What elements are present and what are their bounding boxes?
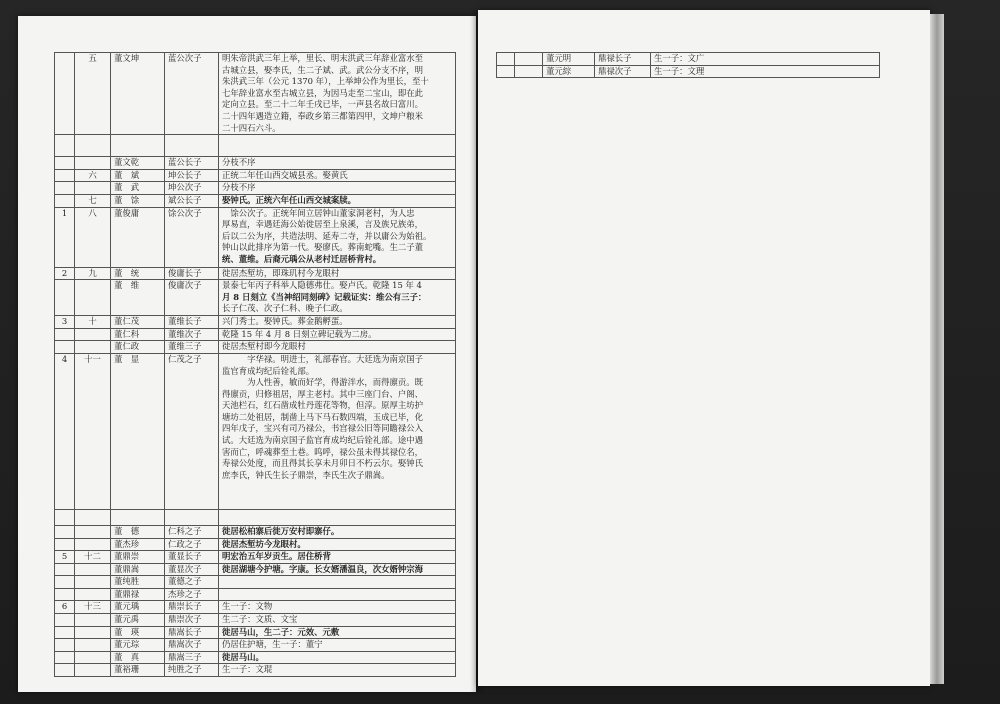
relation-cell: 董显次子 bbox=[165, 563, 219, 576]
note-line: 分枝不序 bbox=[222, 157, 256, 168]
table-row bbox=[55, 135, 456, 157]
note-line: 二十四年遇造立籍，奉政乡第三都第四甲，文坤户粮米 bbox=[222, 110, 423, 121]
notes-cell bbox=[219, 664, 456, 677]
left-page bbox=[18, 16, 476, 692]
generation-number-cell: 十二 bbox=[75, 551, 111, 564]
note-line: 庶李氏，钟氏生长子鼎崇，李氏生次子鼎嵩。 bbox=[222, 469, 390, 480]
genealogy-table-right bbox=[496, 52, 880, 78]
note-line: 二十四石六斗。 bbox=[222, 122, 281, 133]
generation-index-cell bbox=[55, 182, 75, 195]
relation-cell bbox=[165, 509, 219, 525]
relation-cell: 俊庸长子 bbox=[165, 267, 219, 280]
generation-index-cell bbox=[55, 538, 75, 551]
generation-number-cell bbox=[75, 614, 111, 627]
note-line: 徙居杰堑坊今龙眼村。 bbox=[222, 538, 306, 549]
note-line: 徙居杰堑坊，即珠玑村今龙眼村 bbox=[222, 267, 340, 278]
notes-cell bbox=[219, 267, 456, 280]
table-row bbox=[55, 664, 456, 677]
generation-index-cell bbox=[55, 157, 75, 170]
person-name-cell: 董元瑀 bbox=[111, 601, 165, 614]
notes-cell bbox=[219, 353, 456, 509]
right-page bbox=[478, 10, 930, 686]
note-line: 厚易直，幸遇廷海公始徙居至上泉溪，言及族兄族弟， bbox=[222, 219, 423, 230]
table-row bbox=[55, 601, 456, 614]
generation-number-cell bbox=[75, 576, 111, 589]
notes-cell bbox=[651, 53, 880, 66]
notes-cell bbox=[219, 53, 456, 135]
table-row bbox=[55, 509, 456, 525]
note-line: 七年辞业富水至古城立县，为因马走至二宝山，即在此 bbox=[222, 87, 423, 98]
generation-number-cell bbox=[75, 538, 111, 551]
relation-cell bbox=[165, 135, 219, 157]
note-line: 定向立县。至二十二年壬戌已毕，一声县名故曰富川。 bbox=[222, 99, 423, 110]
note-line: 徙居马山，生二子：元效、元敷 bbox=[222, 626, 340, 637]
note-line: 仍居住护塘，生一子：董宁 bbox=[222, 639, 323, 650]
generation-number-cell bbox=[75, 563, 111, 576]
table-row bbox=[55, 169, 456, 182]
person-name-cell: 董元禹 bbox=[111, 614, 165, 627]
generation-index-cell bbox=[55, 639, 75, 652]
person-name-cell: 董俊庸 bbox=[111, 207, 165, 267]
person-name-cell: 董元綜 bbox=[543, 65, 595, 78]
table-row bbox=[497, 65, 880, 78]
notes-cell bbox=[219, 538, 456, 551]
generation-index-cell: 3 bbox=[55, 316, 75, 329]
notes-cell bbox=[219, 135, 456, 157]
relation-cell: 仁科之子 bbox=[165, 525, 219, 538]
notes-cell bbox=[219, 601, 456, 614]
table-row bbox=[55, 588, 456, 601]
generation-index-cell bbox=[55, 614, 75, 627]
person-name-cell: 董 武 bbox=[111, 182, 165, 195]
notes-cell bbox=[219, 614, 456, 627]
person-name-cell: 董仁政 bbox=[111, 341, 165, 354]
notes-cell bbox=[219, 563, 456, 576]
person-name-cell: 董鼎崇 bbox=[111, 551, 165, 564]
person-name-cell: 董元琮 bbox=[111, 639, 165, 652]
generation-index-cell: 4 bbox=[55, 353, 75, 509]
notes-cell bbox=[219, 588, 456, 601]
person-name-cell: 董 显 bbox=[111, 353, 165, 509]
notes-cell bbox=[219, 341, 456, 354]
note-line: 塘坊二处祖居，制凿上马下马石数四端，玉成已毕，化 bbox=[222, 411, 423, 422]
table-row bbox=[55, 316, 456, 329]
note-line: 钟山以此排序为第一代。娶廖氏。葬南蛇嘴。生二子董 bbox=[222, 242, 423, 253]
relation-cell: 坤公次子 bbox=[165, 182, 219, 195]
note-line: 徙居杰堑村即今龙眼村 bbox=[222, 341, 306, 352]
notes-cell bbox=[219, 639, 456, 652]
note-line: 明朱帝洪武三年上举，里长、明末洪武三年辞业富水至 bbox=[222, 53, 423, 63]
generation-number-cell bbox=[75, 157, 111, 170]
generation-number-cell bbox=[515, 65, 543, 78]
note-line: 监官育成均纪后铨礼部。 bbox=[222, 365, 315, 376]
notes-cell bbox=[219, 169, 456, 182]
generation-index-cell bbox=[55, 563, 75, 576]
relation-cell: 鼎禄次子 bbox=[595, 65, 651, 78]
relation-cell: 董维次子 bbox=[165, 328, 219, 341]
note-line: 生一子：文广 bbox=[654, 53, 705, 63]
table-row bbox=[55, 614, 456, 627]
person-name-cell: 董元明 bbox=[543, 53, 595, 66]
page-stack-edge bbox=[930, 14, 944, 684]
note-line: 生一子：文物 bbox=[222, 601, 273, 612]
relation-cell: 鼎崇次子 bbox=[165, 614, 219, 627]
relation-cell: 蓝公长子 bbox=[165, 157, 219, 170]
generation-number-cell: 五 bbox=[75, 53, 111, 135]
generation-index-cell bbox=[55, 664, 75, 677]
table-row bbox=[55, 157, 456, 170]
relation-cell: 董德之子 bbox=[165, 576, 219, 589]
note-line: 乾隆 15 年 4 月 8 日刻立碑记载为二房。 bbox=[222, 328, 377, 339]
relation-cell: 鼎禄长子 bbox=[595, 53, 651, 66]
generation-number-cell bbox=[75, 639, 111, 652]
table-row bbox=[55, 626, 456, 639]
generation-index-cell bbox=[55, 588, 75, 601]
generation-number-cell bbox=[75, 328, 111, 341]
note-line: 为人性善，敏而好学，得游泮水，而得廪贡。既 bbox=[222, 377, 423, 388]
notes-cell bbox=[219, 316, 456, 329]
note-line: 寿禄公处度，而且得其长享未月卯日不朽云尔。娶钟氏 bbox=[222, 458, 423, 469]
note-line: 分枝不序 bbox=[222, 182, 256, 193]
generation-number-cell bbox=[75, 651, 111, 664]
table-row bbox=[55, 328, 456, 341]
relation-cell: 斌公长子 bbox=[165, 194, 219, 207]
table-row bbox=[55, 53, 456, 135]
person-name-cell: 董 斌 bbox=[111, 169, 165, 182]
table-row bbox=[55, 353, 456, 509]
note-line: 四年戊子，宝兴有司乃禄公，书宫禄公旧等同瞻禄公入 bbox=[222, 423, 423, 434]
generation-number-cell bbox=[75, 182, 111, 195]
note-line: 生一子：文理 bbox=[654, 65, 705, 76]
person-name-cell: 董 馀 bbox=[111, 194, 165, 207]
generation-number-cell bbox=[515, 53, 543, 66]
relation-cell: 鼎嵩长子 bbox=[165, 626, 219, 639]
generation-number-cell: 六 bbox=[75, 169, 111, 182]
relation-cell: 蓝公次子 bbox=[165, 53, 219, 135]
note-line: 娶钟氏。正统六年任山西交城案牍。 bbox=[222, 194, 356, 205]
notes-cell bbox=[219, 525, 456, 538]
relation-cell: 仁政之子 bbox=[165, 538, 219, 551]
generation-number-cell: 八 bbox=[75, 207, 111, 267]
generation-number-cell bbox=[75, 588, 111, 601]
table-row bbox=[55, 651, 456, 664]
notes-cell bbox=[219, 328, 456, 341]
notes-cell bbox=[219, 157, 456, 170]
note-line: 天池栏石，红石凿成牡丹莲花等物，但淳。原厚主坊护 bbox=[222, 400, 423, 411]
generation-index-cell bbox=[55, 328, 75, 341]
generation-number-cell bbox=[75, 626, 111, 639]
relation-cell: 鼎嵩三子 bbox=[165, 651, 219, 664]
notes-cell bbox=[219, 182, 456, 195]
person-name-cell: 董杰珍 bbox=[111, 538, 165, 551]
note-line: 正统二年任山西交城县丞。娶黄氏 bbox=[222, 169, 348, 180]
person-name-cell bbox=[111, 509, 165, 525]
person-name-cell: 董文坤 bbox=[111, 53, 165, 135]
table-row bbox=[55, 563, 456, 576]
table-row bbox=[55, 576, 456, 589]
person-name-cell: 董 德 bbox=[111, 525, 165, 538]
person-name-cell: 董鼎禄 bbox=[111, 588, 165, 601]
genealogy-table-left bbox=[54, 52, 456, 677]
generation-number-cell: 九 bbox=[75, 267, 111, 280]
note-line: 月 8 日刻立《当神绍同刻碑》记载证实：维公有三子： bbox=[222, 291, 427, 302]
generation-number-cell bbox=[75, 280, 111, 316]
note-line: 长子仁茂、次子仁科、晚子仁政。 bbox=[222, 303, 348, 314]
generation-number-cell: 十三 bbox=[75, 601, 111, 614]
relation-cell: 董显长子 bbox=[165, 551, 219, 564]
generation-index-cell bbox=[55, 509, 75, 525]
generation-index-cell bbox=[55, 53, 75, 135]
note-line: 兴门秀士。娶钟氏。葬金鹅孵蛋。 bbox=[222, 316, 348, 327]
generation-index-cell bbox=[55, 341, 75, 354]
generation-index-cell bbox=[497, 53, 515, 66]
note-line: 徙居松柏寨后徙万安村即寨仔。 bbox=[222, 525, 340, 536]
relation-cell: 馀公次子 bbox=[165, 207, 219, 267]
notes-cell bbox=[651, 65, 880, 78]
generation-index-cell: 2 bbox=[55, 267, 75, 280]
generation-index-cell: 5 bbox=[55, 551, 75, 564]
table-row bbox=[55, 551, 456, 564]
relation-cell: 鼎嵩次子 bbox=[165, 639, 219, 652]
generation-number-cell bbox=[75, 135, 111, 157]
generation-number-cell bbox=[75, 525, 111, 538]
relation-cell: 俊庸次子 bbox=[165, 280, 219, 316]
notes-cell bbox=[219, 551, 456, 564]
generation-index-cell bbox=[497, 65, 515, 78]
person-name-cell: 董 真 bbox=[111, 651, 165, 664]
table-row bbox=[55, 341, 456, 354]
table-row bbox=[55, 280, 456, 316]
generation-index-cell bbox=[55, 651, 75, 664]
table-row bbox=[55, 639, 456, 652]
person-name-cell: 董仁科 bbox=[111, 328, 165, 341]
person-name-cell: 董 维 bbox=[111, 280, 165, 316]
person-name-cell: 董纯胜 bbox=[111, 576, 165, 589]
person-name-cell: 董 瑛 bbox=[111, 626, 165, 639]
note-line: 馀公次子。正统年间立居钟山董家洞老村，为人忠 bbox=[222, 207, 415, 218]
note-line: 徙居湖塘今护塘。字康。长女婿潘温良，次女婿钟宗海 bbox=[222, 563, 423, 574]
note-line: 徙居马山。 bbox=[222, 651, 264, 662]
note-line: 害而亡，呼魂葬至土巷。呜呼，禄公虽未得其禄位名， bbox=[222, 446, 423, 457]
person-name-cell: 董文乾 bbox=[111, 157, 165, 170]
generation-index-cell bbox=[55, 135, 75, 157]
relation-cell: 纯胜之子 bbox=[165, 664, 219, 677]
note-line: 生二子：文质、文宝 bbox=[222, 614, 298, 625]
relation-cell: 董维长子 bbox=[165, 316, 219, 329]
generation-number-cell bbox=[75, 341, 111, 354]
table-row bbox=[55, 525, 456, 538]
note-line: 字华禄。明进士，礼部春官。大廷选为南京国子 bbox=[222, 353, 423, 364]
generation-index-cell bbox=[55, 626, 75, 639]
person-name-cell: 董仁茂 bbox=[111, 316, 165, 329]
notes-cell bbox=[219, 651, 456, 664]
person-name-cell: 董鼎嵩 bbox=[111, 563, 165, 576]
generation-number-cell bbox=[75, 509, 111, 525]
generation-index-cell bbox=[55, 525, 75, 538]
table-row bbox=[55, 207, 456, 267]
generation-index-cell bbox=[55, 280, 75, 316]
generation-number-cell bbox=[75, 664, 111, 677]
note-line: 明宏治五年岁贡生。居住桥背 bbox=[222, 551, 331, 562]
note-line: 古城立县，娶李氏，生二子斌、武。武公分支不序，明 bbox=[222, 64, 423, 75]
relation-cell: 杰珍之子 bbox=[165, 588, 219, 601]
generation-number-cell: 七 bbox=[75, 194, 111, 207]
table-row bbox=[55, 267, 456, 280]
notes-cell bbox=[219, 509, 456, 525]
generation-index-cell: 6 bbox=[55, 601, 75, 614]
note-line: 景泰七年丙子科举人隐德弗仕。娶卢氏。乾隆 15 年 4 bbox=[222, 280, 422, 291]
generation-index-cell bbox=[55, 576, 75, 589]
note-line: 生一子：文琨 bbox=[222, 664, 273, 675]
generation-number-cell: 十 bbox=[75, 316, 111, 329]
notes-cell bbox=[219, 576, 456, 589]
note-line: 得廪贡，归修祖居，厚主老村。其中三座门台、户阁、 bbox=[222, 388, 423, 399]
table-row bbox=[55, 182, 456, 195]
generation-number-cell: 十一 bbox=[75, 353, 111, 509]
table-row bbox=[55, 194, 456, 207]
note-line: 朱洪武三年（公元 1370 年），上举坤公作为里长，至十 bbox=[222, 76, 429, 87]
generation-index-cell bbox=[55, 169, 75, 182]
notes-cell bbox=[219, 207, 456, 267]
notes-cell bbox=[219, 626, 456, 639]
person-name-cell bbox=[111, 135, 165, 157]
note-line: 试。大廷选为南京国子监官育成均纪后铨礼部。途中遇 bbox=[222, 435, 423, 446]
table-row bbox=[55, 538, 456, 551]
notes-cell bbox=[219, 280, 456, 316]
relation-cell: 仁茂之子 bbox=[165, 353, 219, 509]
relation-cell: 鼎崇长子 bbox=[165, 601, 219, 614]
table-row bbox=[497, 53, 880, 66]
relation-cell: 坤公长子 bbox=[165, 169, 219, 182]
note-line: 统、董维。后裔元瑀公从老村迁居桥背村。 bbox=[222, 253, 382, 264]
person-name-cell: 董裕珊 bbox=[111, 664, 165, 677]
relation-cell: 董维三子 bbox=[165, 341, 219, 354]
note-line: 后以二公为序，共造法明、延寿二寺，并以庸公为始祖。 bbox=[222, 230, 432, 241]
generation-index-cell: 1 bbox=[55, 207, 75, 267]
notes-cell bbox=[219, 194, 456, 207]
generation-index-cell bbox=[55, 194, 75, 207]
person-name-cell: 董 统 bbox=[111, 267, 165, 280]
